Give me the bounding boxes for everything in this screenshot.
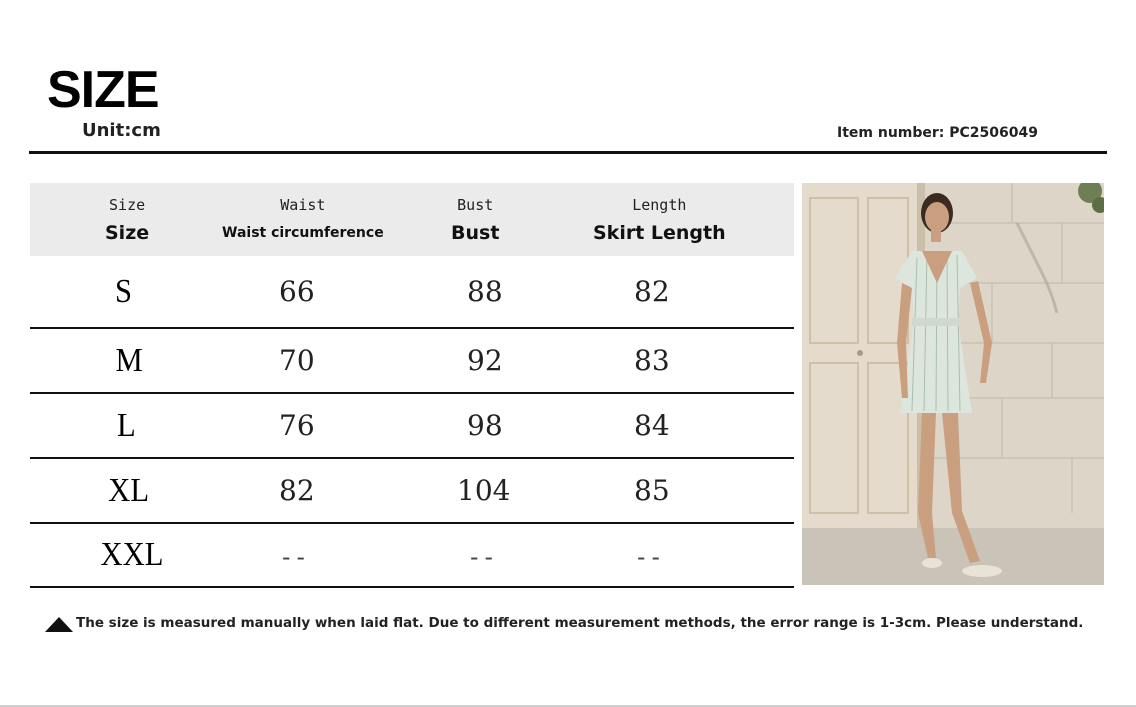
size-cell: XL bbox=[108, 471, 150, 509]
size-cell: XXL bbox=[100, 536, 164, 573]
table-row bbox=[30, 523, 794, 587]
table-header-row bbox=[30, 183, 794, 256]
length-cell: 84 bbox=[634, 409, 670, 442]
header-size-small: Size bbox=[109, 195, 146, 214]
length-cell: 83 bbox=[634, 344, 670, 377]
bust-cell: 88 bbox=[467, 275, 503, 308]
size-chart-table bbox=[30, 183, 794, 588]
warning-triangle-icon bbox=[44, 612, 74, 634]
header-divider bbox=[29, 151, 1107, 154]
header-size-main: Size bbox=[105, 221, 150, 244]
bust-cell: 98 bbox=[467, 409, 503, 442]
header-waist-main: Waist circumference bbox=[222, 224, 384, 241]
bust-cell: -- bbox=[467, 542, 496, 571]
header-bust bbox=[395, 183, 573, 256]
length-cell: -- bbox=[634, 542, 663, 571]
header-bust-main: Bust bbox=[451, 221, 500, 244]
waist-cell: 70 bbox=[279, 344, 315, 377]
waist-cell: 66 bbox=[279, 275, 315, 308]
bust-cell: 92 bbox=[467, 344, 503, 377]
item-number: Item number: PC2506049 bbox=[837, 125, 1038, 141]
page-title: SIZE bbox=[47, 61, 159, 119]
header-waist bbox=[220, 183, 395, 256]
length-cell: 85 bbox=[634, 474, 670, 507]
header-bust-small: Bust bbox=[457, 195, 494, 214]
waist-cell: 76 bbox=[279, 409, 315, 442]
size-cell: S bbox=[114, 272, 132, 310]
note-text: The size is measured manually when laid flat. Due to different measurement methods, the error range is 1-3cm. Please understand. bbox=[76, 615, 1084, 631]
table-row bbox=[30, 256, 794, 328]
table-row bbox=[30, 328, 794, 393]
header-size bbox=[30, 183, 220, 256]
unit-label: Unit:cm bbox=[82, 120, 161, 141]
header-length-main: Skirt Length bbox=[593, 221, 726, 244]
measurement-note bbox=[44, 612, 1083, 634]
length-cell: 82 bbox=[634, 275, 670, 308]
size-cell: L bbox=[117, 406, 136, 444]
table-row bbox=[30, 458, 794, 523]
table-row bbox=[30, 393, 794, 458]
model-photo bbox=[802, 183, 1104, 585]
bust-cell: 104 bbox=[457, 474, 511, 507]
header-length-small: Length bbox=[632, 195, 687, 214]
header-length bbox=[573, 183, 794, 256]
model-photo-illustration bbox=[802, 183, 1104, 585]
waist-cell: -- bbox=[279, 542, 308, 571]
size-cell: M bbox=[115, 341, 143, 379]
header-waist-small: Waist bbox=[280, 195, 326, 214]
waist-cell: 82 bbox=[279, 474, 315, 507]
